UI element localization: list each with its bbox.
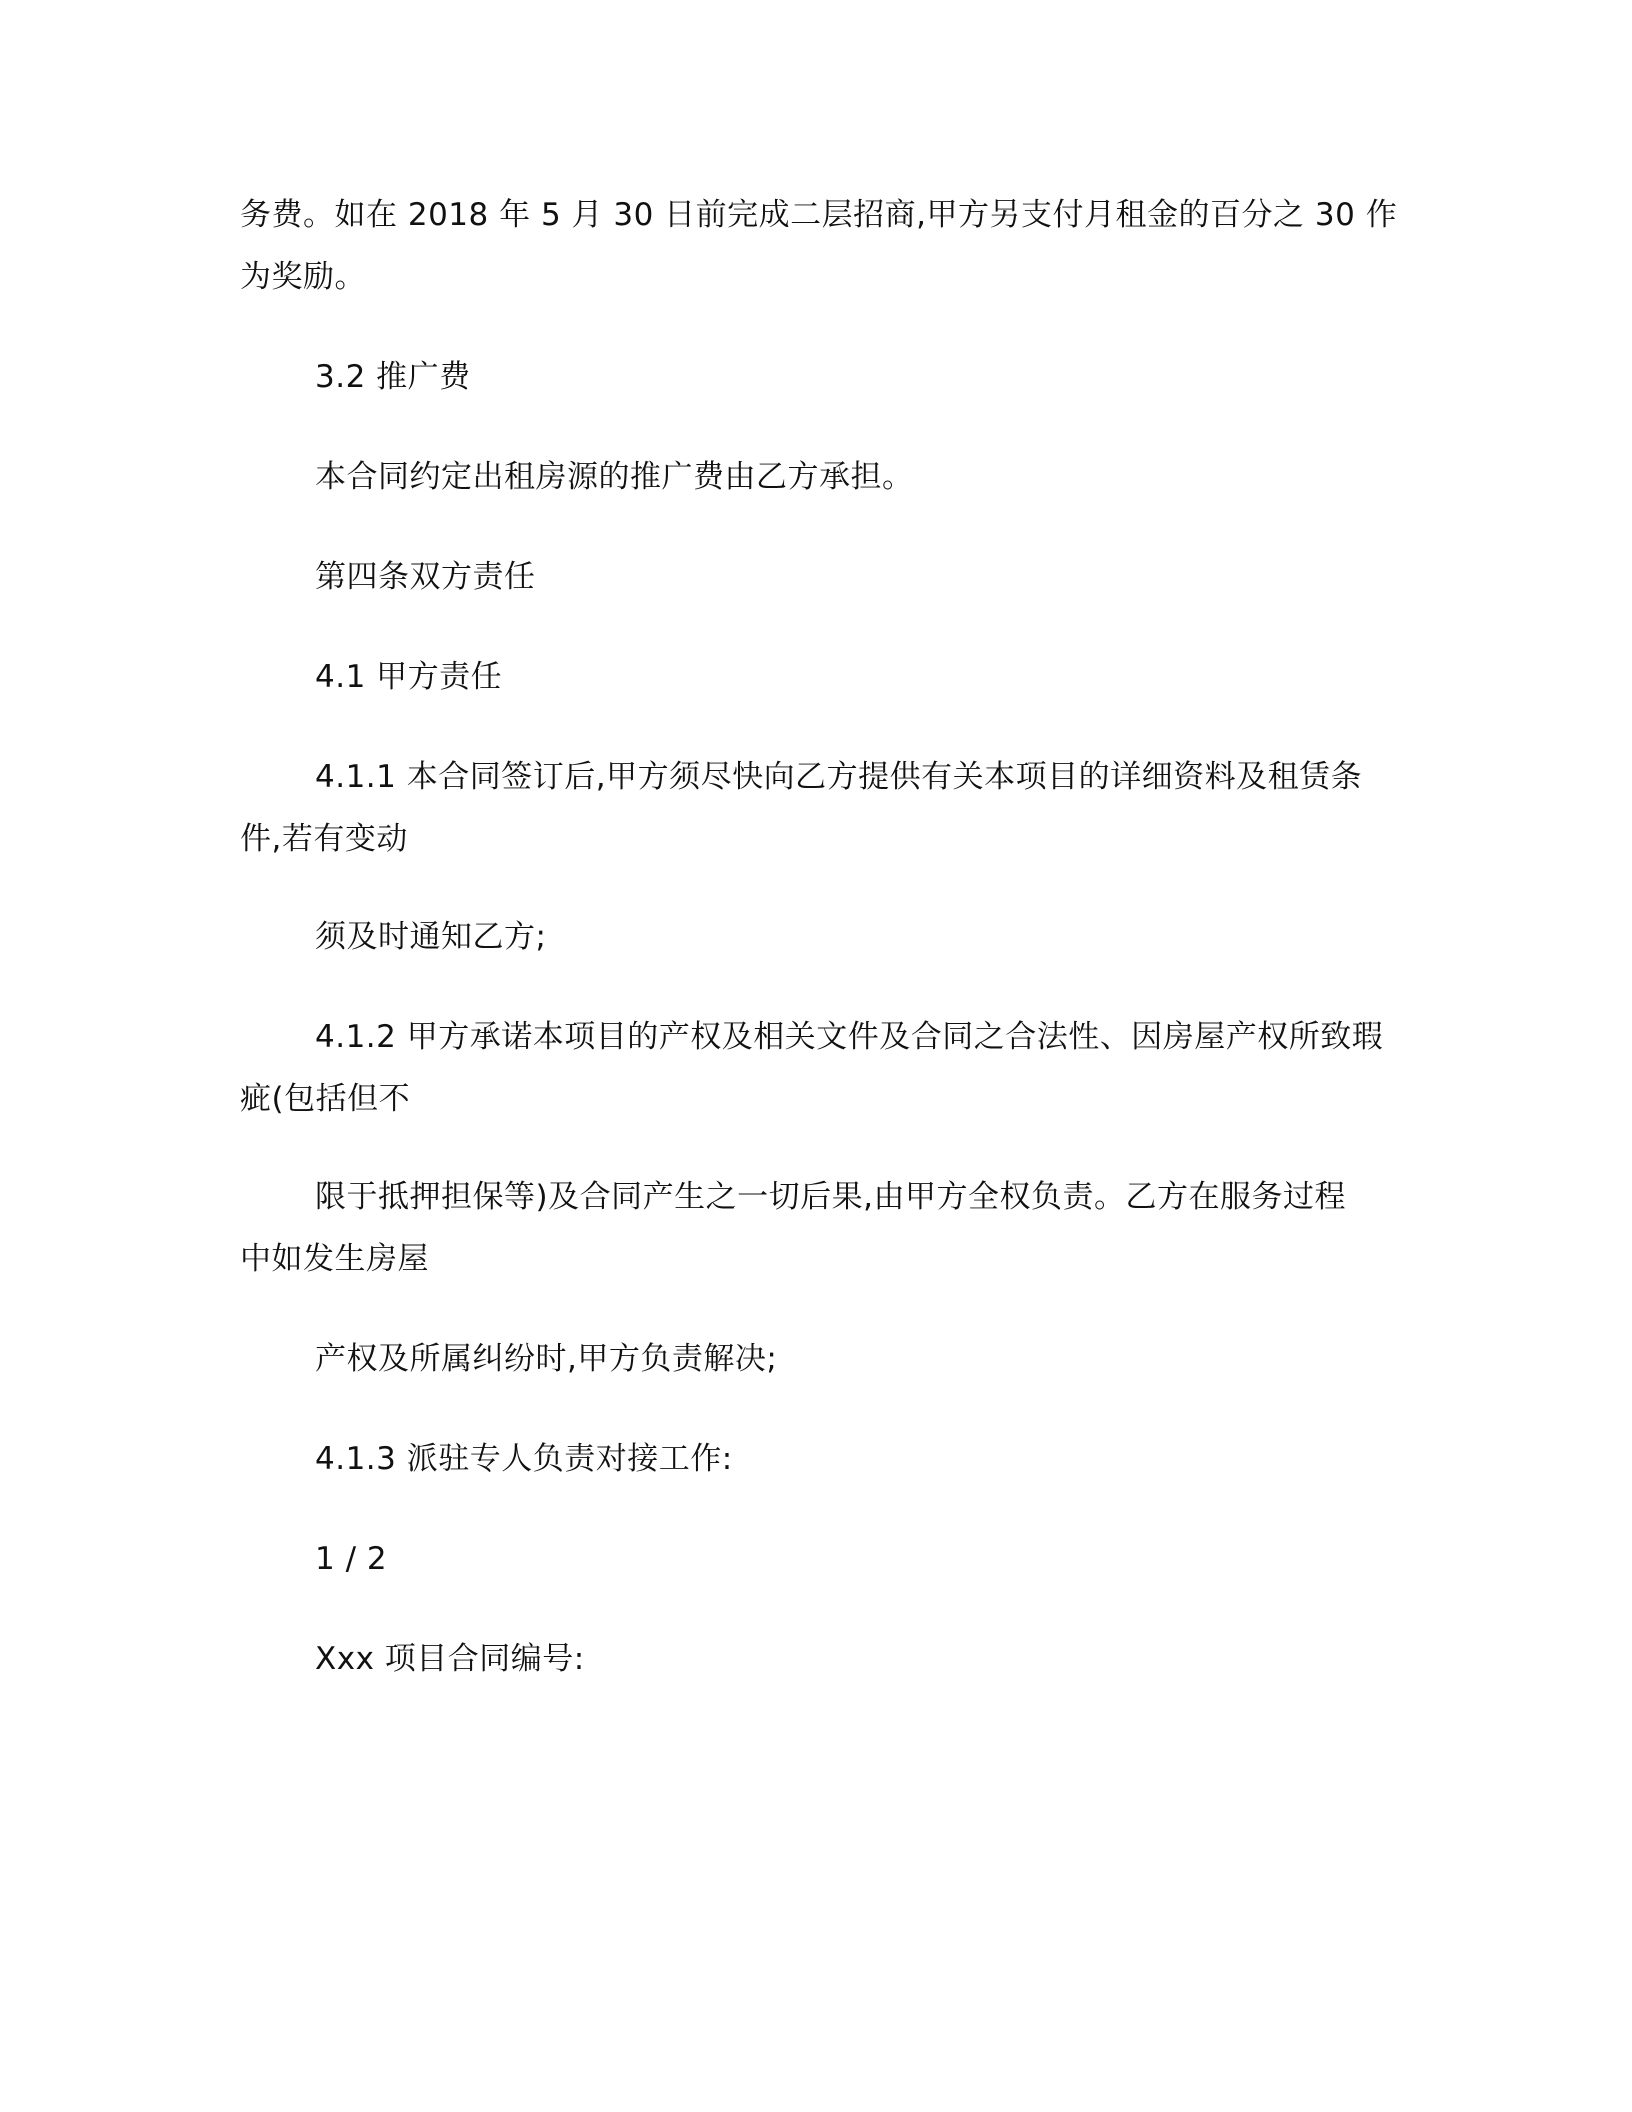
clause-text: 产权及所属纠纷时,甲方负责解决; [315, 1341, 778, 1377]
text-line: 务费。如在 2018 年 5 月 30 日前完成二层招商,甲方另支付月租金的百分之 30 作 [240, 197, 1398, 233]
clause-text: 限于抵押担保等)及合同产生之一切后果,由甲方全权负责。乙方在服务过程 [315, 1179, 1346, 1215]
clause-text: 疵(包括但不 [240, 1081, 411, 1117]
contract-number-label: Xxx 项目合同编号: [315, 1641, 585, 1677]
section-heading: 3.2 推广费 [315, 359, 471, 395]
clause-text: 4.1.1 本合同签订后,甲方须尽快向乙方提供有关本项目的详细资料及租赁条 [315, 759, 1363, 795]
article-heading: 第四条双方责任 [315, 559, 536, 595]
clause-text: 须及时通知乙方; [315, 919, 547, 955]
text-line: 为奖励。 [240, 259, 366, 295]
clause-text: 件,若有变动 [240, 821, 408, 857]
text-line: 本合同约定出租房源的推广费由乙方承担。 [315, 459, 914, 495]
page-number: 1 / 2 [315, 1541, 388, 1577]
clause-text: 4.1.3 派驻专人负责对接工作: [315, 1441, 733, 1477]
section-heading: 4.1 甲方责任 [315, 659, 503, 695]
clause-text: 中如发生房屋 [240, 1241, 429, 1277]
clause-text: 4.1.2 甲方承诺本项目的产权及相关文件及合同之合法性、因房屋产权所致瑕 [315, 1019, 1384, 1055]
